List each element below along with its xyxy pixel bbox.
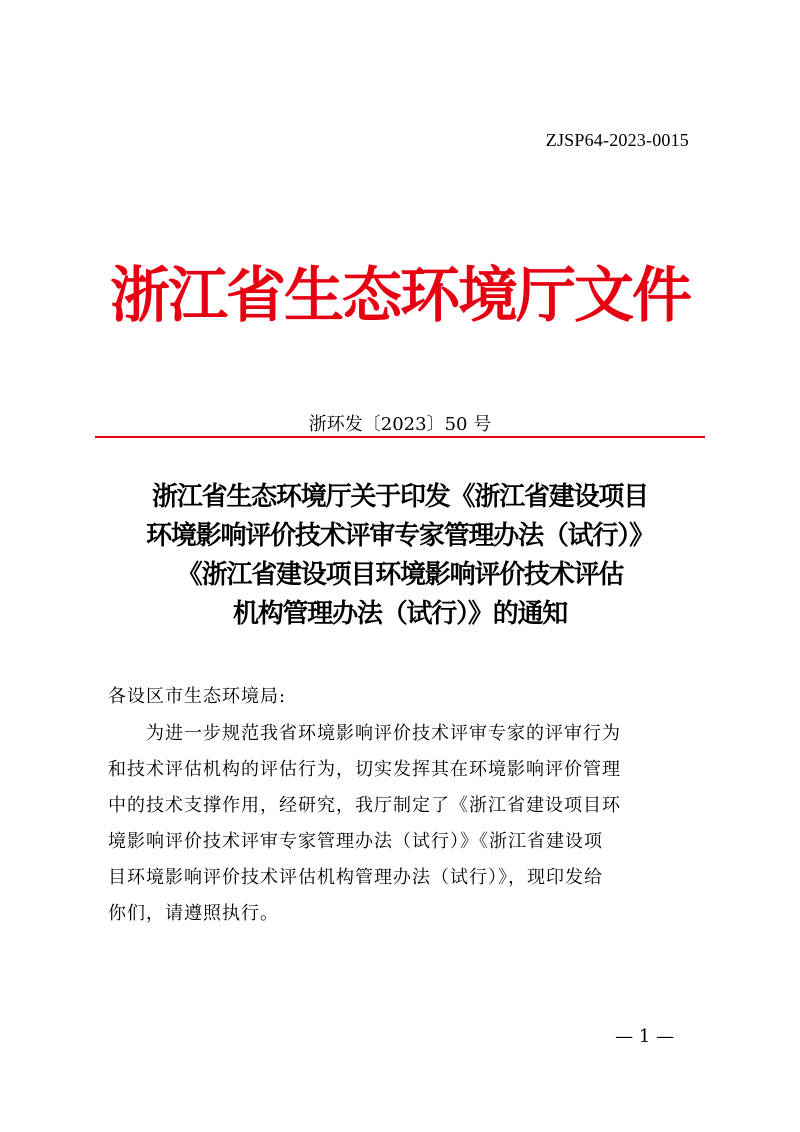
red-separator-line bbox=[95, 436, 705, 438]
body-line: 你们，请遵照执行。 bbox=[108, 903, 279, 924]
body-line: 中的技术支撑作用，经研究，我厅制定了《浙江省建设项目环 bbox=[108, 795, 621, 816]
notice-title-line: 浙江省生态环境厅关于印发《浙江省建设项目 bbox=[151, 482, 648, 512]
page-number: — 1 — bbox=[615, 1026, 674, 1047]
body-line: 目环境影响评价技术评估机构管理办法（试行）》，现印发给 bbox=[108, 867, 603, 888]
document-code: ZJSP64-2023-0015 bbox=[545, 130, 689, 150]
body-line: 境影响评价技术评审专家管理办法（试行）》《浙江省建设项 bbox=[108, 831, 603, 852]
issuer-header-title: 浙江省生态环境厅文件 bbox=[110, 261, 690, 331]
addressee: 各设区市生态环境局: bbox=[108, 686, 287, 707]
notice-title-line: 机构管理办法（试行）》的通知 bbox=[232, 599, 568, 629]
body-line: 为进一步规范我省环境影响评价技术评审专家的评审行为 bbox=[108, 723, 621, 744]
body-line: 和技术评估机构的评估行为，切实发挥其在环境影响评价管理 bbox=[108, 759, 621, 780]
notice-title-line: 环境影响评价技术评审专家管理办法（试行）》 bbox=[146, 521, 654, 551]
body-paragraph bbox=[108, 716, 698, 932]
notice-title bbox=[100, 478, 700, 634]
document-number: 浙环发〔2023〕50 号 bbox=[308, 414, 492, 435]
notice-title-line: 《浙江省建设项目环境影响评价技术评估 bbox=[176, 560, 624, 590]
